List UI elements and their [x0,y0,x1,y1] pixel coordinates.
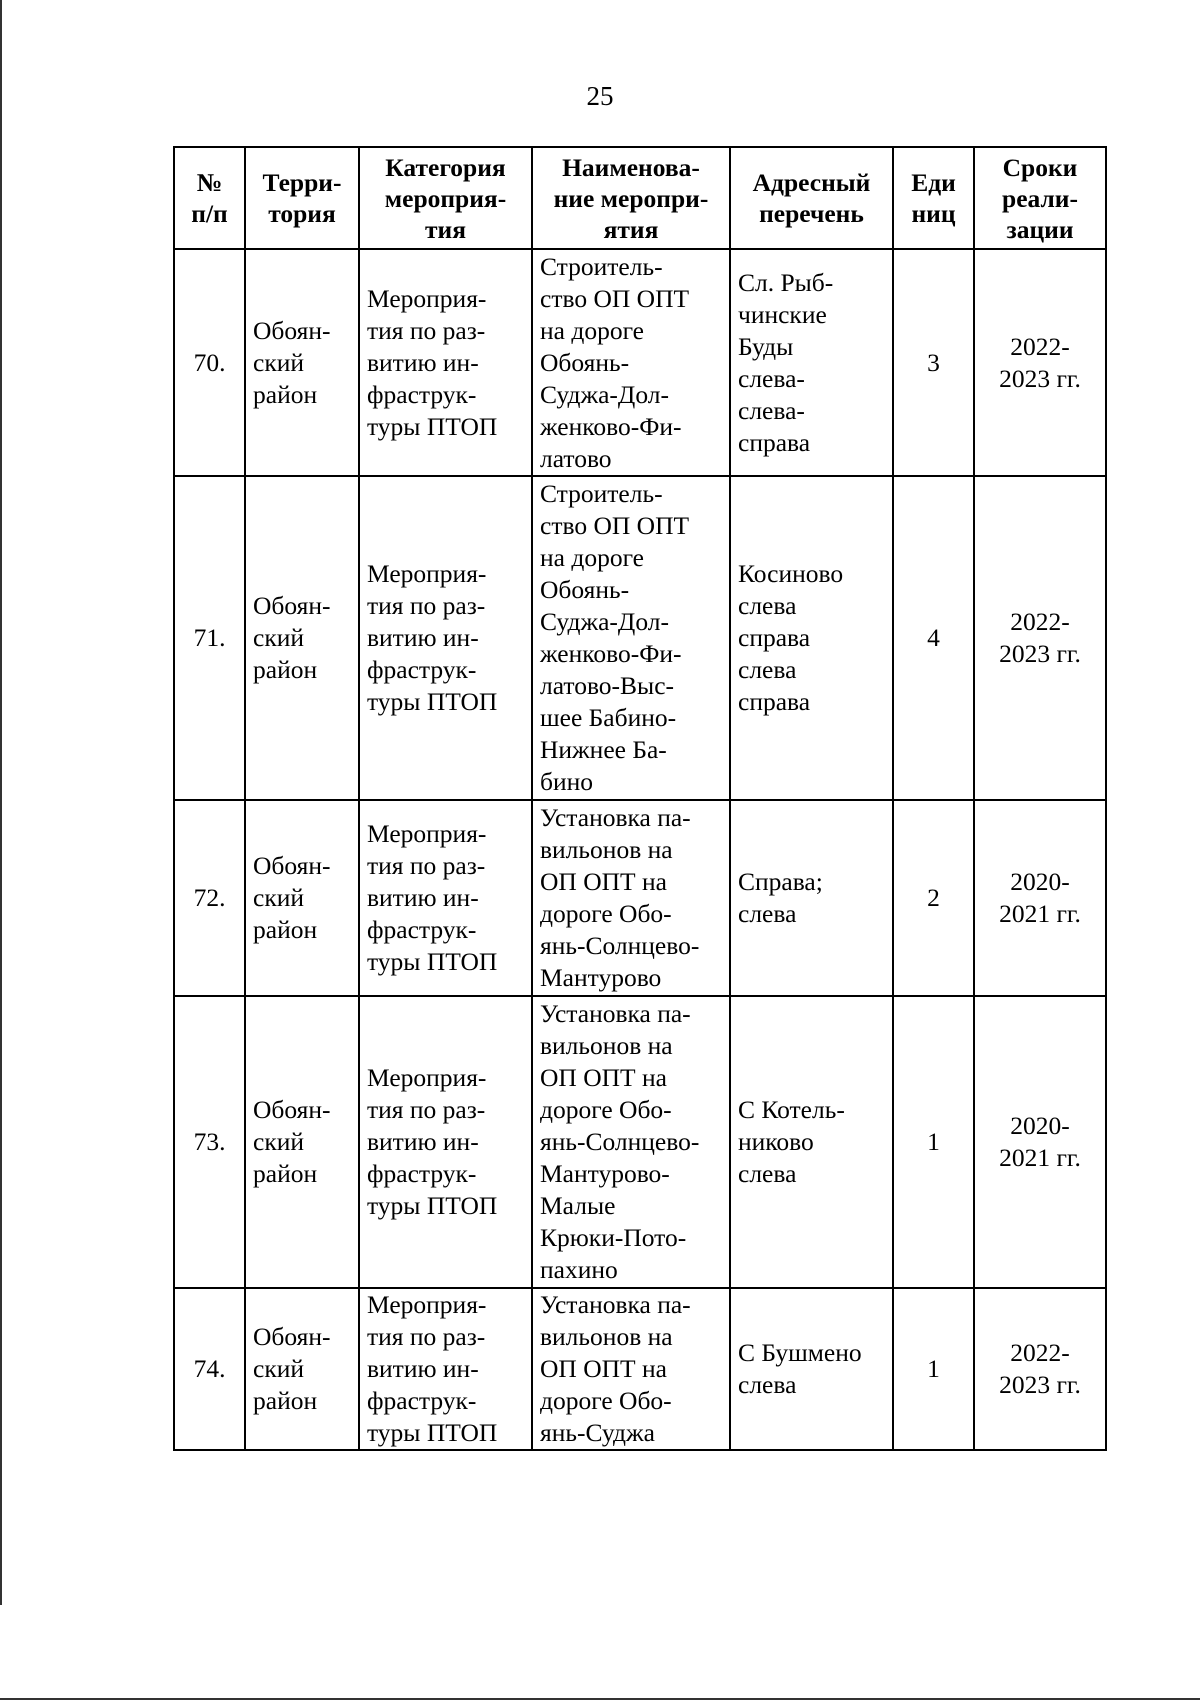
cell-address: С Бушмено слева [730,1288,893,1450]
cell-territory: Обоян- ский район [245,476,359,800]
cell-num: 71. [174,476,245,800]
events-table [173,146,1107,1451]
cell-period: 2020- 2021 гг. [974,996,1106,1288]
cell-category: Мероприя- тия по раз- витию ин- фраструк- туры ПТОП [359,800,532,996]
cell-name: Строитель- ство ОП ОПТ на дороге Обоянь- Суджа-Дол- женково-Фи- латово-Выс- шее Бабино- Нижнее Ба- бино [532,476,730,800]
cell-units: 2 [893,800,974,996]
header-name: Наименова- ние меропри- ятия [532,147,730,249]
cell-category: Мероприя- тия по раз- витию ин- фраструк- туры ПТОП [359,249,532,476]
cell-units: 3 [893,249,974,476]
table-row [174,249,1106,476]
cell-period: 2020- 2021 гг. [974,800,1106,996]
cell-name: Установка па- вильонов на ОП ОПТ на дороге Обо- янь-Суджа [532,1288,730,1450]
cell-address: Справа; слева [730,800,893,996]
scan-edge-bottom [0,1698,1200,1700]
cell-category: Мероприя- тия по раз- витию ин- фраструк- туры ПТОП [359,1288,532,1450]
header-units: Еди ниц [893,147,974,249]
cell-address: Косиново слева справа слева справа [730,476,893,800]
cell-category: Мероприя- тия по раз- витию ин- фраструк- туры ПТОП [359,996,532,1288]
cell-units: 4 [893,476,974,800]
cell-territory: Обоян- ский район [245,800,359,996]
header-category: Категория мероприя- тия [359,147,532,249]
cell-period: 2022- 2023 гг. [974,476,1106,800]
cell-num: 72. [174,800,245,996]
cell-territory: Обоян- ский район [245,996,359,1288]
cell-address: С Котель- никово слева [730,996,893,1288]
cell-name: Строитель- ство ОП ОПТ на дороге Обоянь- Суджа-Дол- женково-Фи- латово [532,249,730,476]
cell-name: Установка па- вильонов на ОП ОПТ на дороге Обо- янь-Солнцево- Мантурово- Малые Крюки-Пото- пахино [532,996,730,1288]
cell-units: 1 [893,996,974,1288]
cell-name: Установка па- вильонов на ОП ОПТ на дороге Обо- янь-Солнцево- Мантурово [532,800,730,996]
table-row [174,996,1106,1288]
table-row [174,1288,1106,1450]
table-header-row [174,147,1106,249]
page-number: 25 [586,81,614,111]
cell-num: 70. [174,249,245,476]
cell-num: 73. [174,996,245,1288]
cell-territory: Обоян- ский район [245,249,359,476]
header-address: Адресный перечень [730,147,893,249]
header-territory: Терри- тория [245,147,359,249]
cell-period: 2022- 2023 гг. [974,249,1106,476]
header-period: Сроки реали- зации [974,147,1106,249]
cell-units: 1 [893,1288,974,1450]
cell-num: 74. [174,1288,245,1450]
table-row [174,476,1106,800]
cell-territory: Обоян- ский район [245,1288,359,1450]
scan-edge-left [0,0,2,1605]
cell-category: Мероприя- тия по раз- витию ин- фраструк- туры ПТОП [359,476,532,800]
table-row [174,800,1106,996]
header-num: № п/п [174,147,245,249]
cell-address: Сл. Рыб- чинские Буды слева- слева- справа [730,249,893,476]
cell-period: 2022- 2023 гг. [974,1288,1106,1450]
